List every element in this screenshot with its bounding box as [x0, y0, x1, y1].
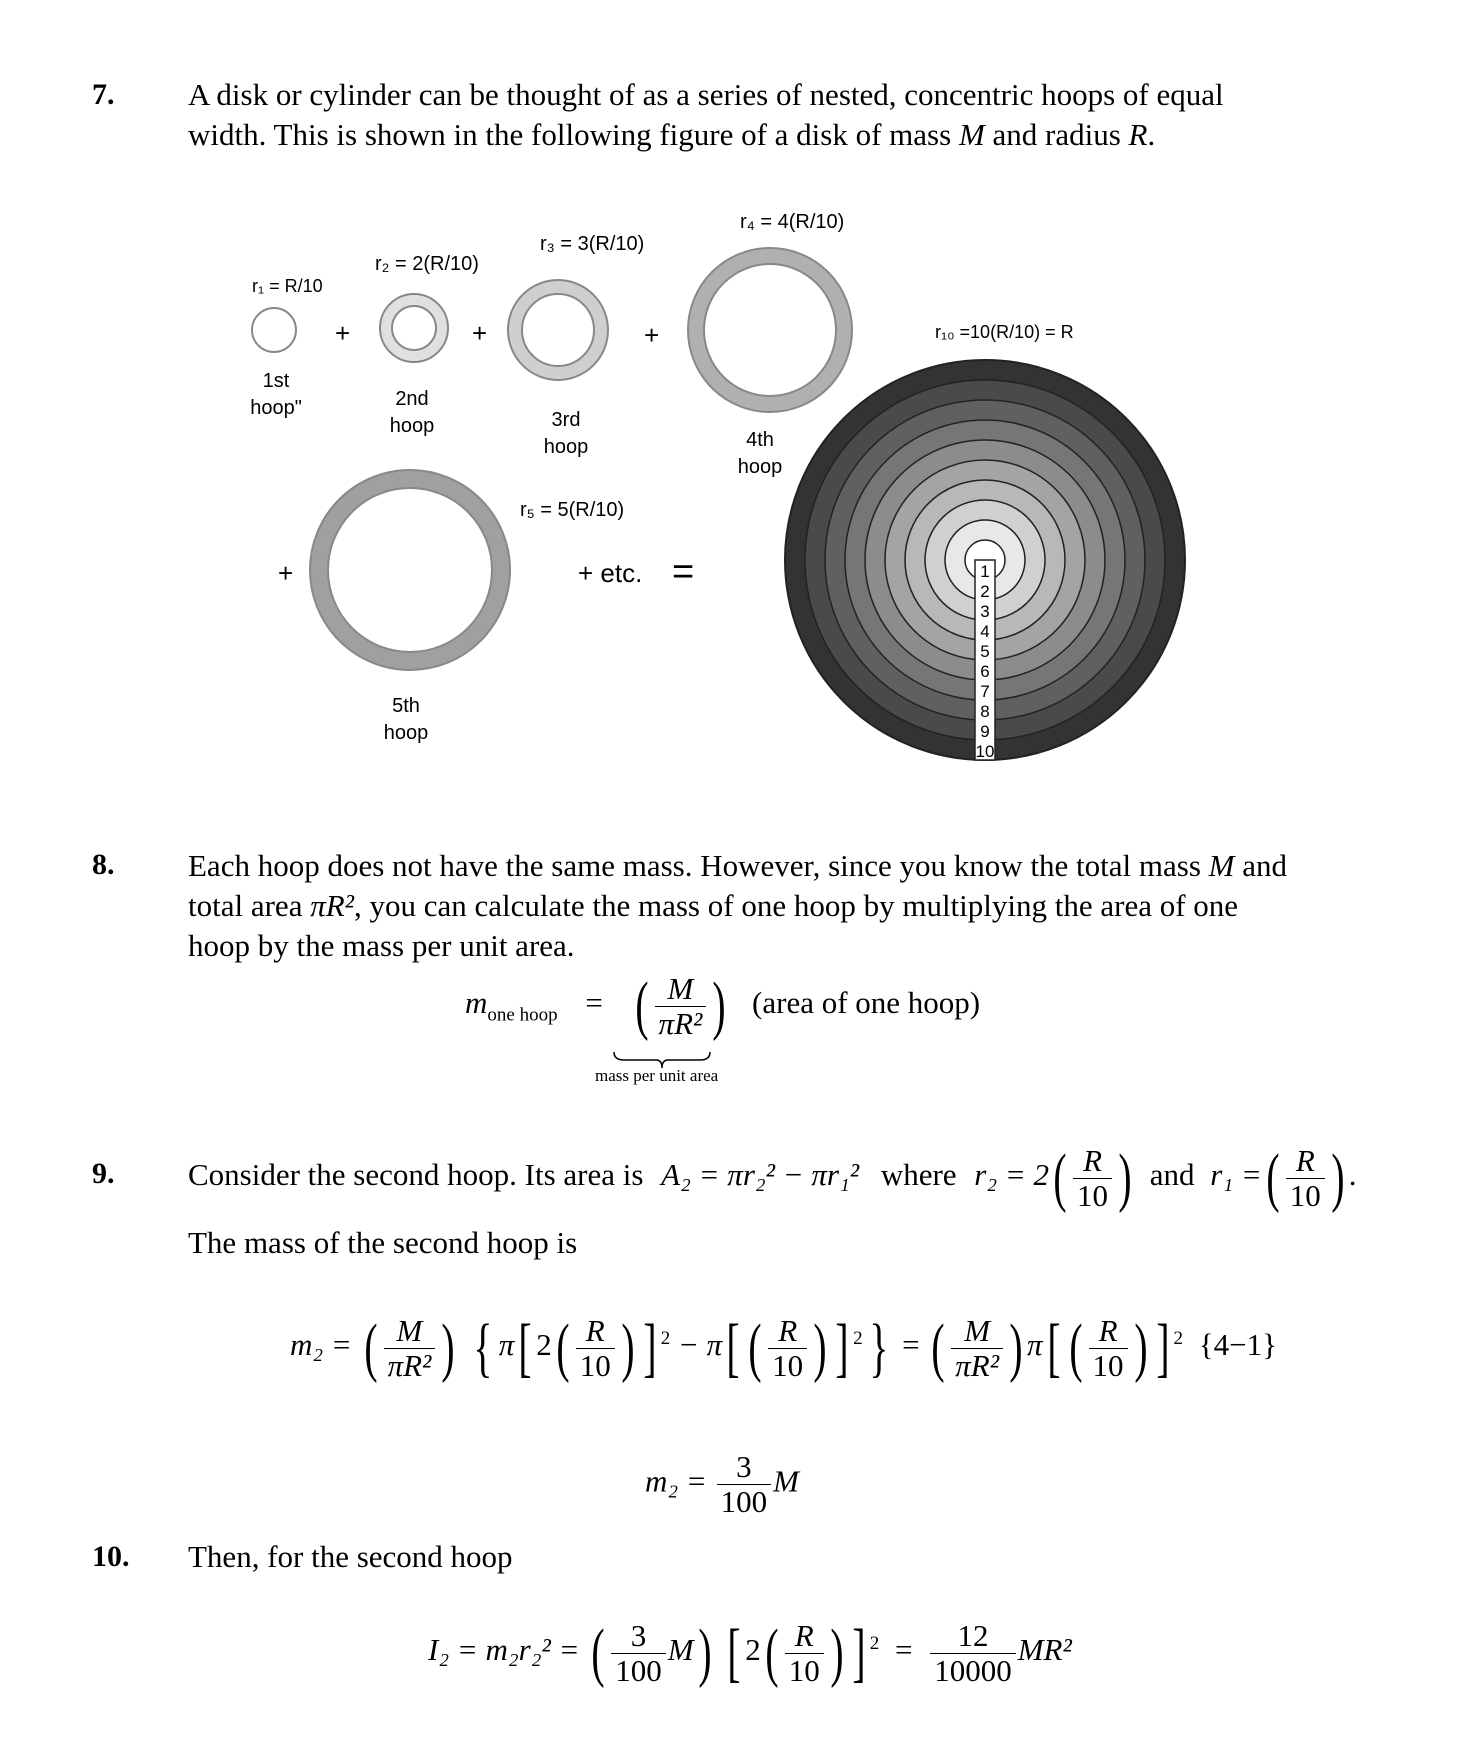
ring-number-9: 9: [980, 722, 990, 741]
hoop5-label-line2: hoop: [383, 722, 429, 744]
q8-line1: Each hoop does not have the same mass. However, since you know the total mass M and: [188, 848, 1287, 883]
q7-line1: A disk or cylinder can be thought of as a series of nested, concentric hoops of equal: [188, 77, 1224, 112]
equals-sign: =: [672, 551, 695, 593]
m2-derivation: m₂ = ( $\frac{M}{\text{πR²}}$ ) { π[ 2( $\frac{R}{10}$ ) ] $^2$ − π[ ( $\frac{R}{10}$ ) ] $^2$} = ( $\frac{M}{\text{πR²}}$ ) π[ ( $\frac{R}{10}$ ) ] $^2$ {4−1}: [290, 1311, 1277, 1384]
hoop1-label-line2: hoop": [250, 397, 302, 419]
plus-4: +: [278, 558, 294, 588]
question-7-number: 7.: [92, 78, 115, 111]
q9-line1: Consider the second hoop. Its area is A₂ = πr₂² − πr₁² where r₂ = 2( $\frac{R}{10}$ ) and r₁ =( $\frac{R}{10}$ ) .: [188, 1141, 1357, 1214]
hoop3-label-line1: 3rd: [551, 409, 581, 431]
plus-3: +: [644, 320, 660, 350]
r4-label: r₄ = 4(R/10): [740, 211, 845, 233]
ring-number-5: 5: [980, 642, 990, 661]
q10-line1: Then, for the second hoop: [188, 1539, 513, 1574]
r2-label: r₂ = 2(R/10): [375, 253, 479, 275]
m2-result: m₂ = $\frac{3}{100}$ M: [645, 1449, 799, 1519]
ring-number-6: 6: [980, 662, 990, 681]
r10-label: r₁₀ =10(R/10) = R: [935, 322, 1074, 342]
r5-label: r₅ = 5(R/10): [520, 499, 625, 521]
hoop-1: [252, 308, 296, 352]
brace-label: mass per unit area: [595, 1066, 719, 1085]
plus-1: +: [335, 318, 351, 348]
q8-line3: hoop by the mass per unit area.: [188, 928, 575, 963]
hoop3-label-line2: hoop: [543, 436, 589, 458]
q9-line2: The mass of the second hoop is: [188, 1225, 578, 1260]
ring-number-8: 8: [980, 702, 990, 721]
hoop2-label-line1: 2nd: [395, 388, 429, 410]
q7-line2: width. This is shown in the following figure of a disk of mass M and radius R.: [188, 117, 1156, 152]
inertia-equation: I₂ = m₂r₂² = ( $\frac{3}{100}$ M) [ 2( $\frac{R}{10}$ ) ] $^2$ = $\frac{12}{10000}$ MR²: [428, 1616, 1072, 1689]
hoop5-label-line1: 5th: [392, 695, 420, 717]
etc-label: + etc.: [578, 558, 643, 588]
ring-number-4: 4: [980, 622, 990, 641]
ring-number-10: 10: [975, 742, 995, 761]
ring-number-3: 3: [980, 602, 990, 621]
hoop2-label-line2: hoop: [389, 415, 435, 437]
hoop4-label-line1: 4th: [746, 429, 774, 451]
hoop4-label-line2: hoop: [737, 456, 783, 478]
hoops-figure: [0, 0, 1462, 780]
r1-label: r₁ = R/10: [252, 276, 323, 296]
question-8-text: [188, 846, 1388, 966]
mass-per-area-equation: $m_{one hoop}$ = ( $\frac{M}{\text{πR²}}$ ) (area of one hoop): [465, 969, 981, 1042]
ring-number-7: 7: [980, 682, 990, 701]
plus-2: +: [472, 318, 488, 348]
r3-label: r₃ = 3(R/10): [540, 233, 645, 255]
question-8-number: 8.: [92, 848, 115, 881]
ring-number-1: 1: [980, 562, 990, 581]
question-10-number: 10.: [92, 1540, 130, 1573]
q8-line2: total area πR², you can calculate the mass of one hoop by multiplying the area of one: [188, 888, 1239, 923]
ring-number-2: 2: [980, 582, 990, 601]
question-9-number: 9.: [92, 1157, 115, 1190]
hoop1-label-line1: 1st: [262, 370, 290, 392]
